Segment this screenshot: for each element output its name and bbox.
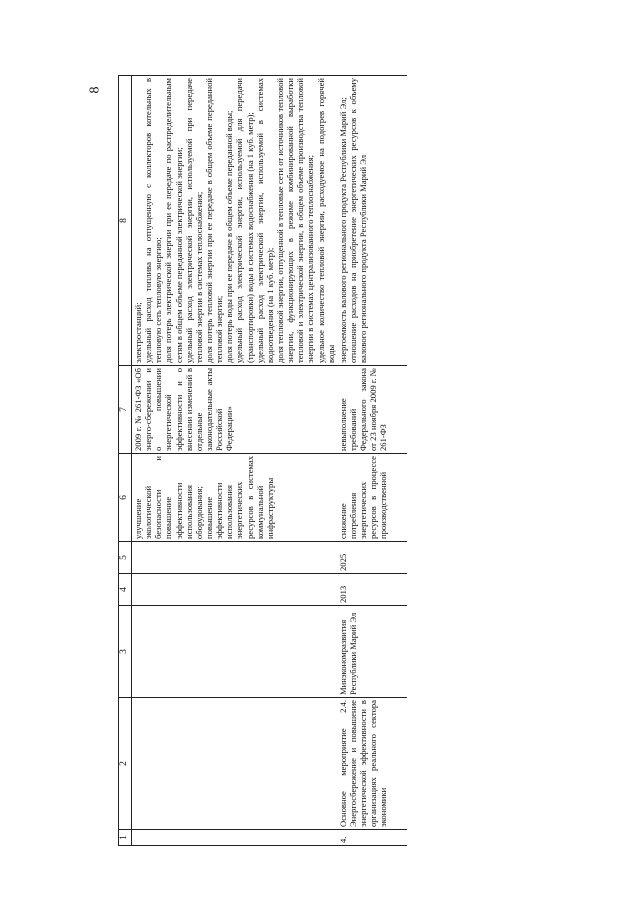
page-number: 8 [87, 86, 103, 94]
indicator-line: отношение расходов на приобретение энергетических ресурсов к объему валового регионального продукта Республики Марий Эл [347, 78, 369, 363]
risk-cell: 2009 г. № 261-ФЗ «Об энерго-сбережении и о повышении энергетической эффективности и о внесении изменений в отдельные законодательные акты Российской Федерации» [132, 366, 337, 454]
indicator-line: доля потерь тепловой энергии при ее передаче в общем объеме переданной тепловой энергии; [203, 78, 225, 363]
table-row-4 [337, 76, 407, 846]
col-number-5: 5 [119, 542, 132, 574]
end-year: 2025 [337, 542, 407, 574]
col-number-6: 6 [119, 454, 132, 542]
responsible-executor: Минэкономразвития Республики Марий Эл [337, 606, 407, 698]
indicators-cell [337, 76, 407, 366]
col-number-3: 3 [119, 606, 132, 698]
col-number-8: 8 [119, 76, 132, 366]
indicator-line: удельный расход электрической энергии, используемой в системах водоотведения (на 1 куб. метр); [254, 78, 275, 363]
indicator-line: доля тепловой энергии, отпущенной в тепловые сети от источников тепловой энергии, функционирующих в режиме комбинированной выработки тепловой и электрической энергии, в общем объеме производства тепловой энергии в системах централизованного теплоснабжения; [274, 78, 316, 363]
indicator-line: энергоемкость валового регионального продукта Республики Марий Эл; [337, 97, 348, 363]
table-row-continued [132, 76, 337, 846]
indicator-line: удельный расход топлива на отпущенную с коллекторов котельных в тепловую сеть тепловую энергию; [143, 78, 164, 363]
indicator-line: удельное количество тепловой энергии, расходуемое на подогрев горячей воды [315, 78, 336, 363]
column-number-row [119, 76, 132, 846]
col-number-7: 7 [119, 366, 132, 454]
indicators-cell [132, 76, 337, 366]
expected-result-cell: снижение потребления энергетических ресурсов в процессе производственной [337, 454, 407, 542]
indicator-line: электростанций; [133, 302, 143, 363]
rotated-table-page [118, 76, 538, 846]
indicator-line: удельный расход электрической энергии, используемой при передаче тепловой энергии в системах теплоснабжения; [183, 78, 204, 363]
start-year: 2013 [337, 574, 407, 606]
col-number-1: 1 [119, 830, 132, 846]
col-number-2: 2 [119, 698, 132, 830]
program-measures-table [118, 75, 407, 846]
indicator-line: удельный расход электрической энергии, используемой для передачи (транспортировки) воды в системах водоснабжения (на 1 куб. метр); [234, 78, 255, 363]
indicator-line: доля потерь воды при ее передаче в общем объеме переданной воды; [224, 110, 235, 363]
expected-result-cell: улучшение экологической безопасности и повышение эффективности использования оборудования; повышение эффективности использования энергетических ресурсов в системах коммунальной инфраструктуры [132, 454, 337, 542]
row-number: 4. [337, 830, 407, 846]
col-number-4: 4 [119, 574, 132, 606]
measure-title: Основное мероприятие 2.4. Энергосбережение и повышение энергетической эффективности в организациях реального сектора экономики [337, 698, 407, 830]
indicator-line: доля потерь электрической энергии при ее передаче по распределительным сетям в общем объеме переданной электрической энергии; [163, 78, 184, 363]
risk-cell: невыполнение требований Федерального закона от 23 ноября 2009 г. № 261-ФЗ [337, 366, 407, 454]
